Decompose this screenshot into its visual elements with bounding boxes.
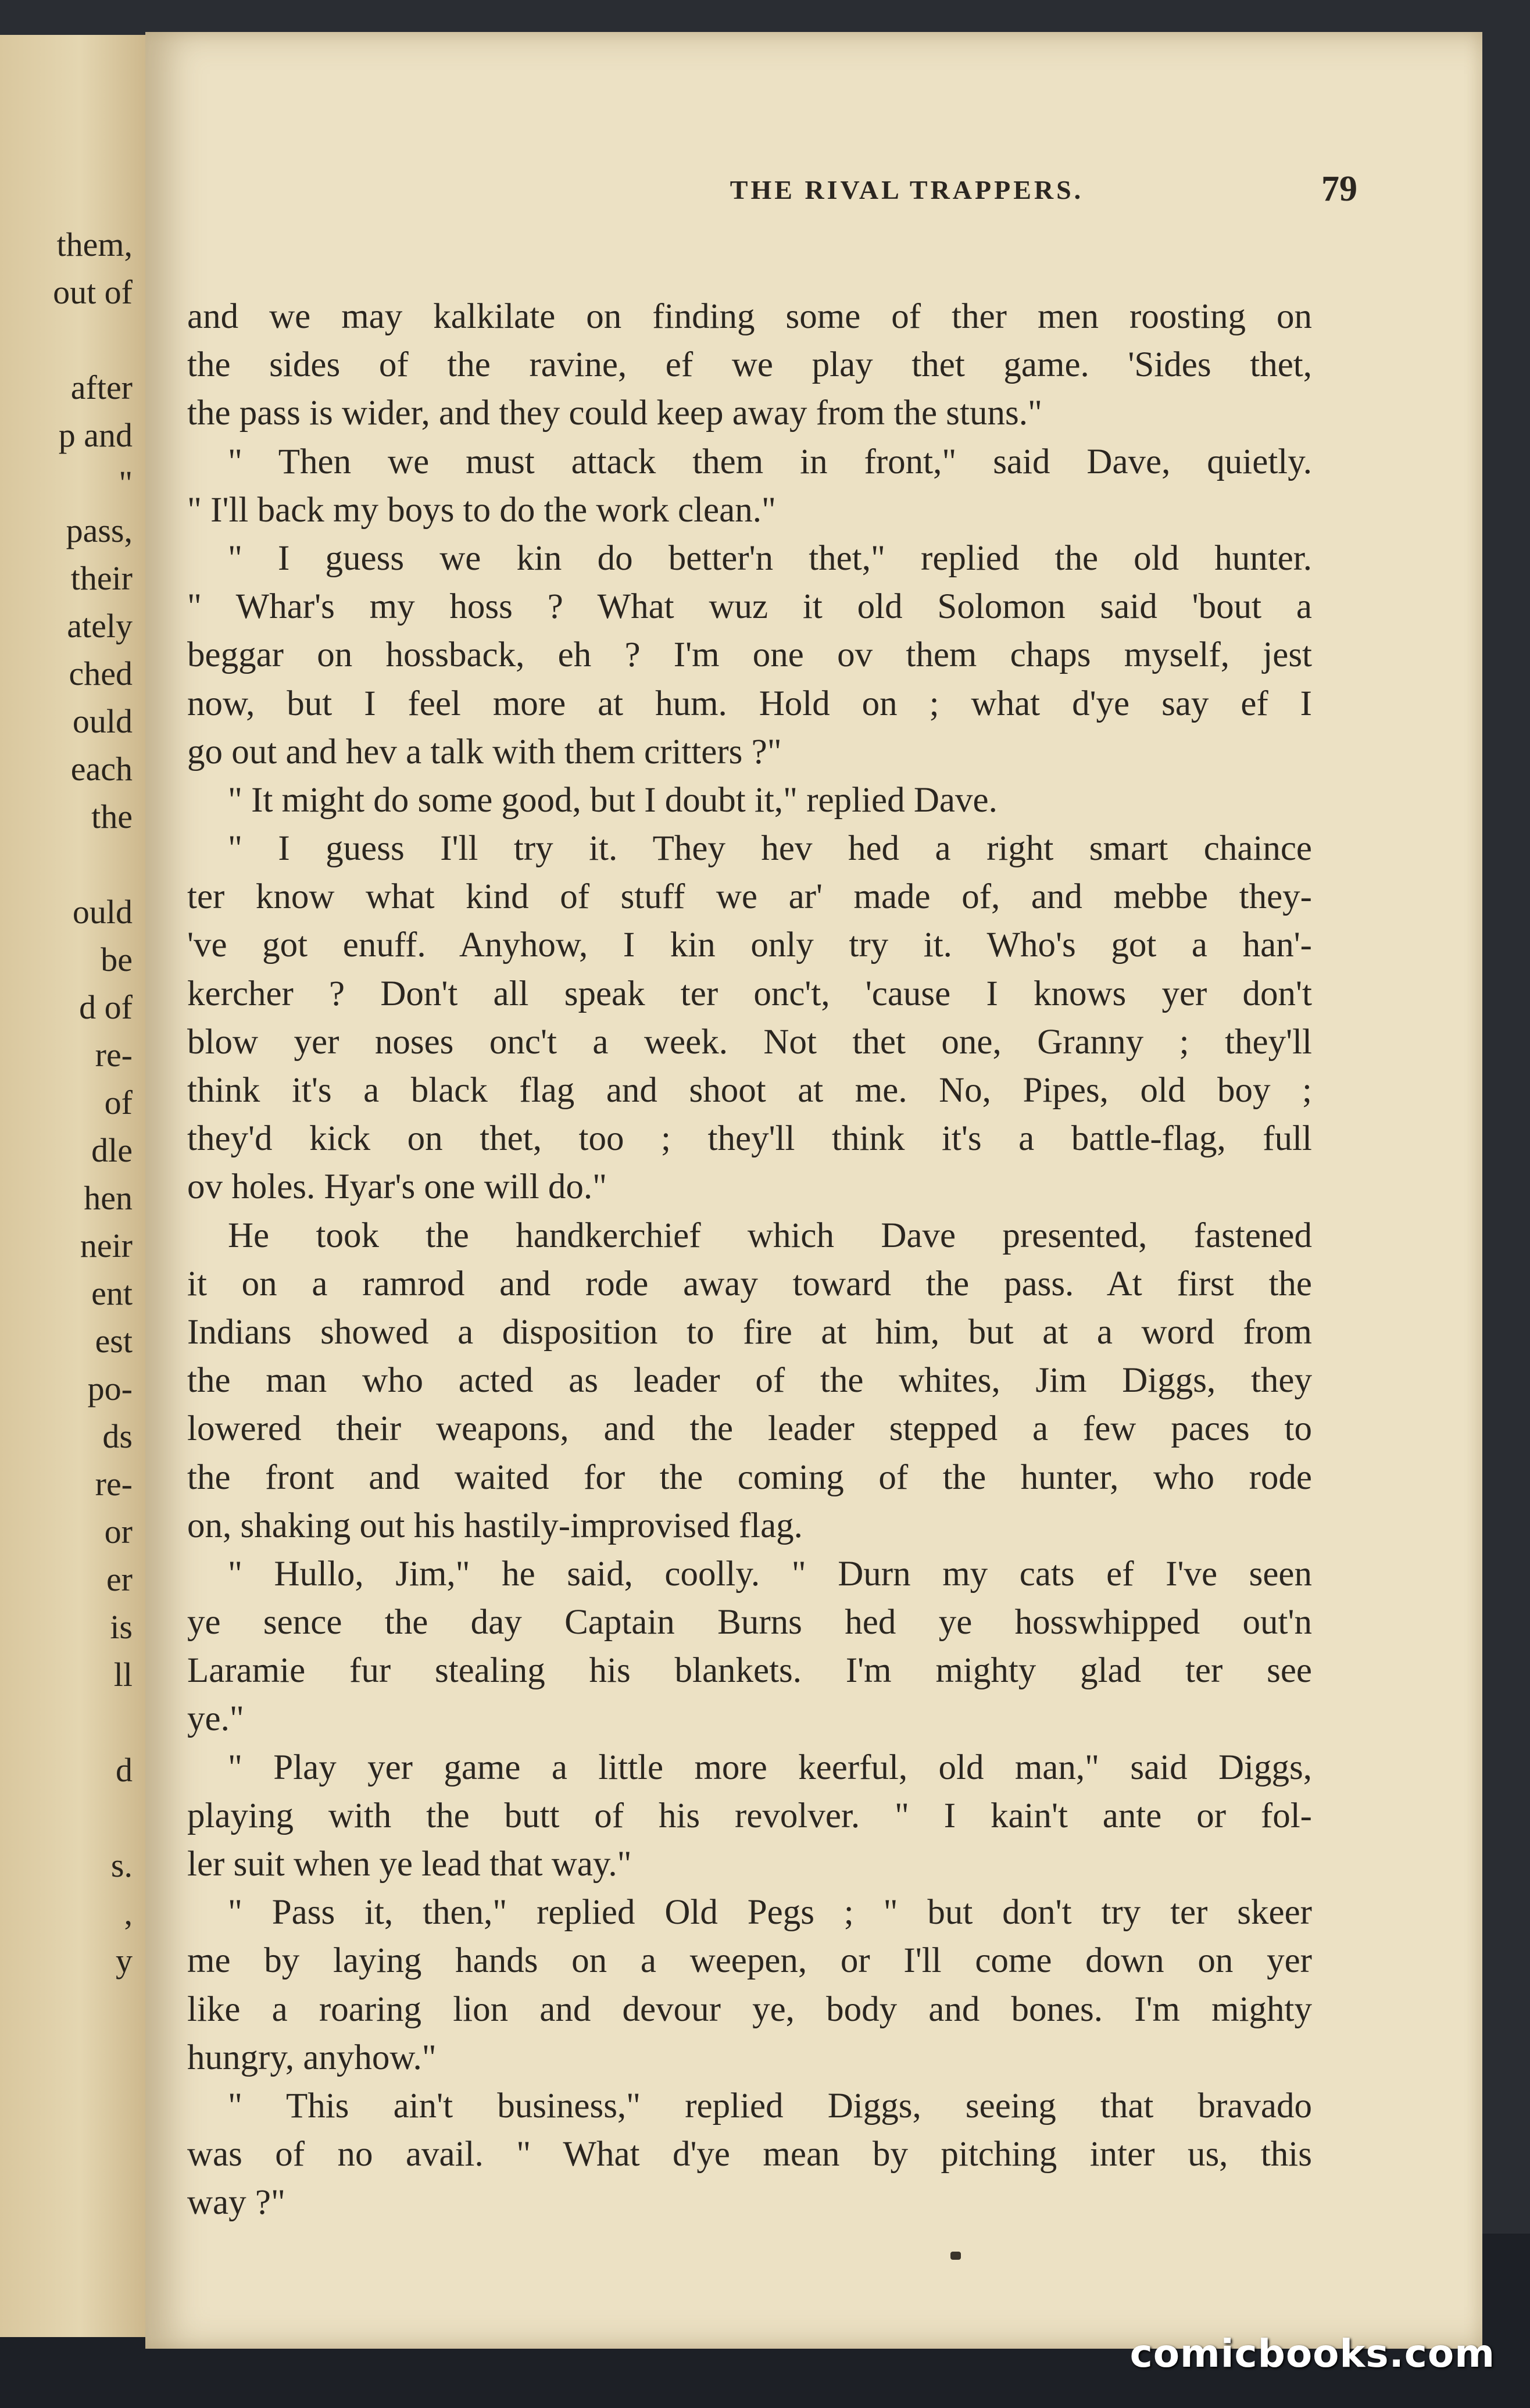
text-line: the man who acted as leader of the whites, Jim Diggs, they bbox=[187, 1361, 1312, 1401]
previous-page-fragment: out of bbox=[53, 273, 133, 311]
previous-page-fragment: is bbox=[110, 1608, 133, 1646]
running-head bbox=[145, 174, 1482, 205]
previous-page-fragment: hen bbox=[84, 1179, 133, 1217]
text-line: was of no avail. " What d'ye mean by pitching inter us, this bbox=[187, 2135, 1312, 2174]
text-line: He took the handkerchief which Dave presented, fastened bbox=[228, 1216, 1312, 1255]
previous-page-fragment: dle bbox=[91, 1131, 133, 1169]
text-line: the sides of the ravine, ef we play thet game. 'Sides thet, bbox=[187, 345, 1312, 385]
previous-page-fragment: be bbox=[101, 941, 133, 978]
previous-page-fragment: pass, bbox=[66, 512, 133, 549]
text-line: go out and hev a talk with them critters ?" bbox=[187, 732, 782, 771]
text-line: on, shaking out his hastily-improvised flag. bbox=[187, 1506, 803, 1545]
page-number: 79 bbox=[1321, 169, 1357, 209]
previous-page-fragment: re- bbox=[95, 1036, 133, 1074]
text-line: playing with the butt of his revolver. " I kain't ante or fol- bbox=[187, 1796, 1312, 1835]
text-line: " Play yer game a little more keerful, old man," said Diggs, bbox=[228, 1748, 1312, 1787]
text-line: think it's a black flag and shoot at me. No, Pipes, old boy ; bbox=[187, 1071, 1312, 1110]
previous-page-fragment: after bbox=[70, 369, 133, 406]
previous-page-fragment: er bbox=[106, 1560, 133, 1598]
text-line: kercher ? Don't all speak ter onc't, 'cause I knows yer don't bbox=[187, 974, 1312, 1013]
text-line: " This ain't business," replied Diggs, seeing that bravado bbox=[228, 2086, 1312, 2125]
previous-page-fragment: y bbox=[116, 1942, 133, 1980]
previous-page-fragment: ould bbox=[72, 893, 133, 931]
text-line: 've got enuff. Anyhow, I kin only try it. Who's got a han'- bbox=[187, 926, 1312, 965]
text-line: " I guess we kin do better'n thet," replied the old hunter. bbox=[228, 538, 1312, 578]
text-line: " Whar's my hoss ? What wuz it old Solomon said 'bout a bbox=[187, 587, 1312, 627]
previous-page-fragment: ds bbox=[102, 1417, 133, 1455]
previous-page-fragment: of bbox=[104, 1084, 133, 1121]
previous-page-fragment: ched bbox=[69, 655, 133, 692]
previous-page-edge bbox=[0, 35, 145, 2337]
previous-page-fragment: s. bbox=[110, 1846, 133, 1884]
previous-page-fragment bbox=[53, 1794, 133, 1842]
running-head-title: THE RIVAL TRAPPERS. bbox=[730, 175, 1084, 205]
text-line: " It might do some good, but I doubt it," replied Dave. bbox=[228, 780, 998, 820]
previous-page-fragment: or bbox=[104, 1513, 133, 1550]
text-line: now, but I feel more at hum. Hold on ; what d'ye say ef I bbox=[187, 684, 1312, 723]
previous-page-fragment: " bbox=[119, 464, 133, 502]
body-text bbox=[187, 292, 1312, 2227]
text-line: " Then we must attack them in front," said Dave, quietly. bbox=[228, 442, 1312, 481]
text-line: hungry, anyhow." bbox=[187, 2038, 437, 2077]
text-line: it on a ramrod and rode away toward the pass. At first the bbox=[187, 1264, 1312, 1303]
previous-page-fragment: po- bbox=[87, 1370, 133, 1407]
text-line: way ?" bbox=[187, 2183, 285, 2223]
text-line: lowered their weapons, and the leader stepped a few paces to bbox=[187, 1409, 1312, 1449]
previous-page-fragment: them, bbox=[56, 226, 133, 263]
previous-page-fragment: their bbox=[70, 559, 133, 597]
text-line: like a roaring lion and devour ye, body and bones. I'm mighty bbox=[187, 1989, 1312, 2029]
previous-page-fragment bbox=[53, 1699, 133, 1746]
previous-page-fragment bbox=[53, 316, 133, 364]
text-line: the pass is wider, and they could keep away from the stuns." bbox=[187, 394, 1042, 433]
book-page bbox=[145, 32, 1482, 2349]
text-line: " I guess I'll try it. They hev hed a right smart chaince bbox=[228, 829, 1312, 869]
watermark: comicbooks.com bbox=[1129, 2331, 1495, 2376]
text-line: ter know what kind of stuff we ar' made of, and mebbe they- bbox=[187, 877, 1312, 917]
printer-mark bbox=[950, 2252, 961, 2260]
text-line: me by laying hands on a weepen, or I'll come down on yer bbox=[187, 1941, 1312, 1981]
text-line: " Pass it, then," replied Old Pegs ; " but don't try ter skeer bbox=[228, 1893, 1312, 1932]
text-line: Laramie fur stealing his blankets. I'm mighty glad ter see bbox=[187, 1651, 1312, 1691]
previous-page-fragment: neir bbox=[80, 1227, 133, 1264]
previous-page-fragment: re- bbox=[95, 1465, 133, 1503]
previous-page-fragment: ould bbox=[72, 702, 133, 740]
previous-page-fragment: p and bbox=[58, 416, 133, 454]
text-line: Indians showed a disposition to fire at him, but at a word from bbox=[187, 1312, 1312, 1352]
previous-page-fragment: est bbox=[95, 1322, 133, 1360]
text-line: the front and waited for the coming of the hunter, who rode bbox=[187, 1457, 1312, 1497]
previous-page-fragment: ately bbox=[67, 607, 133, 645]
previous-page-fragment: the bbox=[91, 798, 133, 835]
text-line: ler suit when ye lead that way." bbox=[187, 1845, 632, 1884]
previous-page-fragment: ll bbox=[113, 1656, 133, 1694]
text-line: ye." bbox=[187, 1699, 244, 1739]
text-line: ov holes. Hyar's one will do." bbox=[187, 1167, 607, 1207]
previous-page-fragment: d of bbox=[79, 988, 133, 1026]
previous-page-fragment: d bbox=[116, 1751, 133, 1789]
previous-page-text bbox=[53, 221, 133, 1985]
text-line: blow yer noses onc't a week. Not thet one, Granny ; they'll bbox=[187, 1022, 1312, 1062]
previous-page-fragment bbox=[53, 841, 133, 888]
text-line: they'd kick on thet, too ; they'll think it's a battle-flag, full bbox=[187, 1119, 1312, 1159]
previous-page-fragment: ent bbox=[91, 1274, 133, 1312]
text-line: " I'll back my boys to do the work clean." bbox=[187, 490, 776, 530]
previous-page-fragment: each bbox=[70, 750, 133, 788]
text-line: " Hullo, Jim," he said, coolly. " Durn my cats ef I've seen bbox=[228, 1554, 1312, 1594]
previous-page-fragment: , bbox=[124, 1894, 133, 1932]
text-line: beggar on hossback, eh ? I'm one ov them chaps myself, jest bbox=[187, 635, 1312, 675]
text-line: and we may kalkilate on finding some of ther men roosting on bbox=[187, 297, 1312, 336]
text-line: ye sence the day Captain Burns hed ye hosswhipped out'n bbox=[187, 1603, 1312, 1642]
